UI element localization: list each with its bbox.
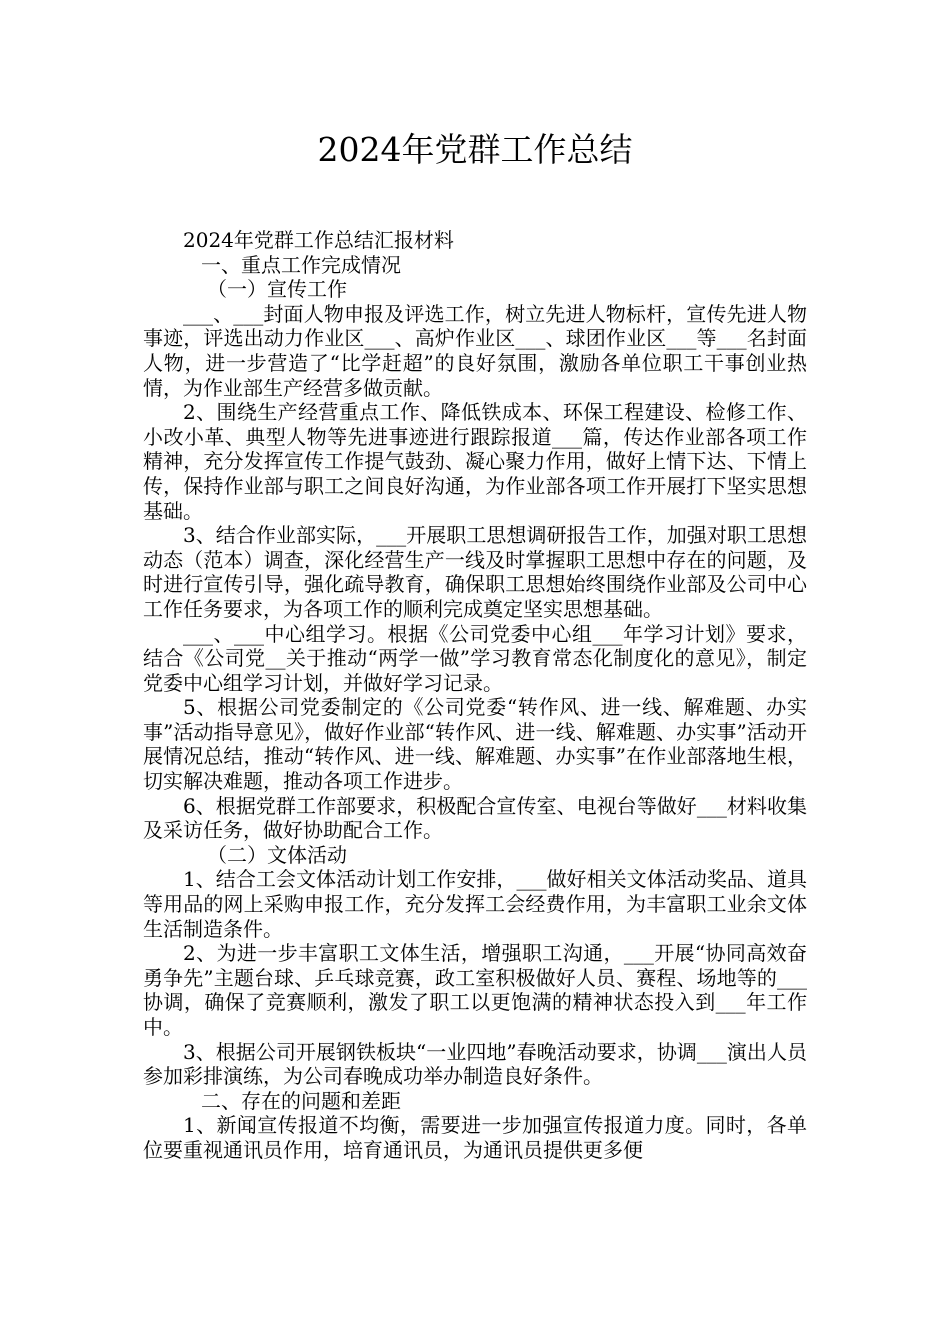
paragraph: ___、___封面人物申报及评选工作，树立先进人物标杆，宣传先进人物事迹，评选出动力作业区___、高炉作业区___、球团作业区___等___名封面人物，进一步营造了“比学赶超”的良好氛围，激励各单位职工干事创业热情，为作业部生产经营多做贡献。 — [143, 301, 807, 400]
paragraph: 5、根据公司党委制定的《公司党委“转作风、进一线、解难题、办实事”活动指导意见》，做好作业部“转作风、进一线、解难题、办实事”活动开展情况总结，推动“转作风、进一线、解难题、办实事”在作业部落地生根，切实解决难题，推动各项工作进步。 — [143, 695, 807, 794]
subsection-heading-activities: （二）文体活动 — [207, 842, 347, 867]
subsection-heading-publicity: （一）宣传工作 — [207, 277, 347, 302]
section-heading-1: 一、重点工作完成情况 — [201, 252, 401, 277]
paragraph: 2、为进一步丰富职工文体生活，增强职工沟通，___开展“协同高效奋勇争先”主题台球、乒乓球竞赛，政工室积极做好人员、赛程、场地等的___协调，确保了竞赛顺利，激发了职工以更饱满的精神状态投入到___年工作中。 — [143, 941, 807, 1039]
document-body — [143, 228, 807, 1163]
document-title: 2024年党群工作总结 — [317, 130, 633, 169]
paragraph: 1、新闻宣传报道不均衡，需要进一步加强宣传报道力度。同时，各单位要重视通讯员作用，培育通讯员，为通讯员提供更多便 — [143, 1113, 807, 1162]
paragraph: 1、结合工会文体活动计划工作安排，___做好相关文体活动奖品、道具等用品的网上采购申报工作，充分发挥工会经费作用，为丰富职工业余文体生活制造条件。 — [143, 867, 807, 941]
paragraph: ___、___中心组学习。根据《公司党委中心组___年学习计划》要求，结合《公司党__关于推动“两学一做”学习教育常态化制度化的意见》，制定党委中心组学习计划，并做好学习记录。 — [143, 621, 807, 695]
subtitle-paragraph: 2024年党群工作总结汇报材料 — [183, 228, 454, 252]
section-heading-2: 二、存在的问题和差距 — [201, 1088, 401, 1113]
paragraph: 3、根据公司开展钢铁板块“一业四地”春晚活动要求，协调___演出人员参加彩排演练，为公司春晚成功举办制造良好条件。 — [143, 1039, 807, 1089]
paragraph: 2、围绕生产经营重点工作、降低铁成本、环保工程建设、检修工作、小改小革、典型人物等先进事迹进行跟踪报道___篇，传达作业部各项工作精神，充分发挥宣传工作提气鼓劲、凝心聚力作用，做好上情下达、下情上传，保持作业部与职工之间良好沟通，为作业部各项工作开展打下坚实思想基础。 — [143, 400, 807, 523]
paragraph: 3、结合作业部实际，___开展职工思想调研报告工作，加强对职工思想动态（范本）调查，深化经营生产一线及时掌握职工思想中存在的问题，及时进行宣传引导，强化疏导教育，确保职工思想始终围绕作业部及公司中心工作任务要求，为各项工作的顺利完成奠定坚实思想基础。 — [143, 523, 807, 621]
paragraph: 6、根据党群工作部要求，积极配合宣传室、电视台等做好___材料收集及采访任务，做好协助配合工作。 — [143, 793, 807, 843]
